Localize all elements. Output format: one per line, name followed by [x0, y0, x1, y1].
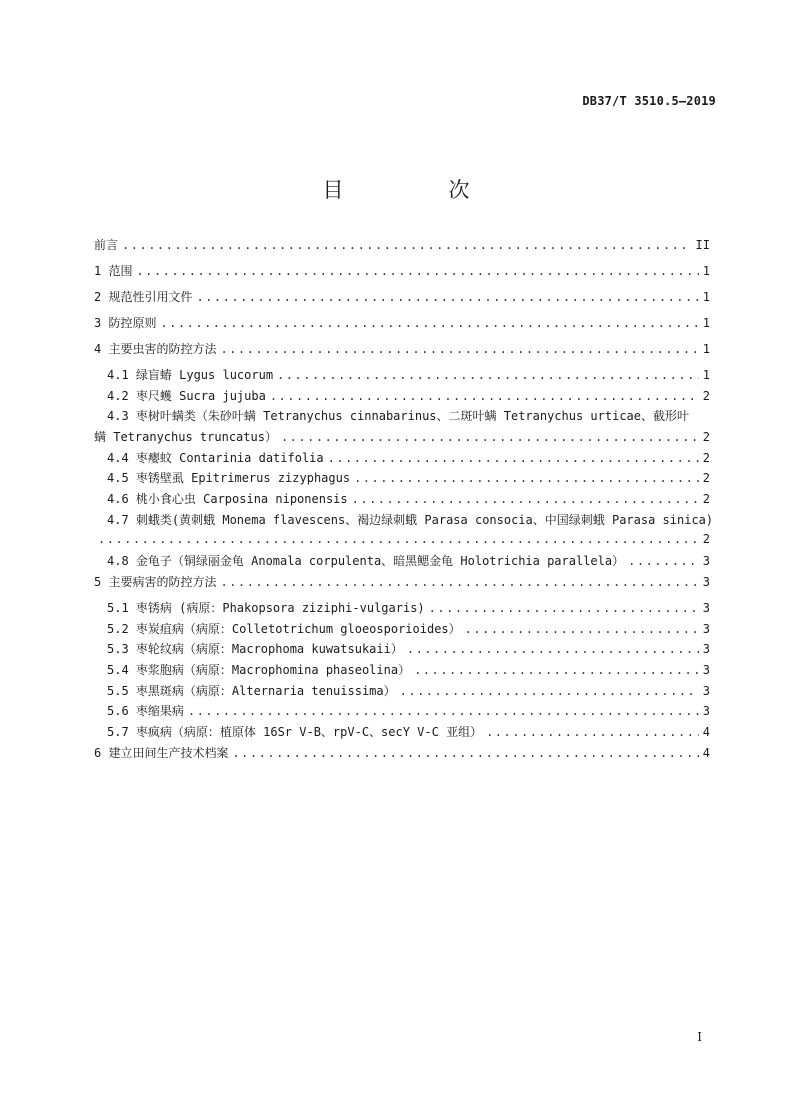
- toc-entry-s4-7-line1[interactable]: 4.7 刺蛾类(黄刺蛾 Monema flavescens、褐边绿刺蛾 Parasa consocia、中国绿刺蛾 Parasa sinica): [107, 512, 714, 527]
- leader-dots: [160, 316, 698, 330]
- leader-dots: [486, 725, 699, 739]
- toc-entry-label: 4.8 金龟子（铜绿丽金龟 Anomala corpulenta、暗黑鳃金龟 Holotrichia parallela）: [107, 554, 625, 569]
- toc-entry-s4-3[interactable]: [94, 428, 710, 444]
- leader-dots: [122, 238, 692, 252]
- toc-entry-label: 螨 Tetranychus truncatus）: [94, 430, 277, 445]
- toc-entry-s4-3-line1[interactable]: 4.3 枣树叶螨类（朱砂叶螨 Tetranychus cinnabarinus、二斑叶螨 Tetranychus urticae、截形叶: [107, 409, 690, 424]
- toc-entry-label: 4.2 枣尺蠖 Sucra jujuba: [107, 388, 266, 403]
- leader-dots: [352, 492, 699, 506]
- leader-dots: [277, 368, 699, 382]
- toc-entry-page: 3: [702, 574, 710, 589]
- leader-dots: [232, 746, 698, 760]
- toc-entry-s5-6[interactable]: [94, 702, 710, 718]
- leader-dots: [429, 601, 699, 615]
- leader-dots: [136, 264, 698, 278]
- toc-entry-label: 4 主要虫害的防控方法: [94, 342, 217, 356]
- toc-entry-page: 3: [702, 662, 710, 677]
- toc-entry-label: 5.5 枣黑斑病（病原：Alternaria tenuissima）: [107, 683, 396, 698]
- toc-entry-s1[interactable]: [94, 262, 710, 283]
- toc-entry-s5-4[interactable]: [94, 661, 710, 677]
- toc-entry-s5[interactable]: [94, 573, 710, 594]
- toc-entry-s4-1[interactable]: [94, 366, 710, 382]
- toc-entry-label: 1 范围: [94, 264, 133, 278]
- toc-entry-page: 1: [702, 264, 710, 278]
- toc-entry-page: 3: [702, 554, 710, 569]
- toc-entry-label: 前言: [94, 238, 119, 252]
- toc-entry-page: 1: [702, 290, 710, 304]
- leader-dots: [220, 575, 698, 589]
- leader-dots: [414, 663, 699, 677]
- toc-entry-label: 6 建立田间生产技术档案: [94, 745, 229, 760]
- toc-entry-page: 3: [702, 642, 710, 657]
- toc-entry-label: 5.1 枣锈病 (病原：Phakopsora ziziphi-vulgaris): [107, 600, 425, 615]
- toc-entry-s4-4[interactable]: [94, 449, 710, 465]
- toc-entry-page: 3: [702, 600, 710, 615]
- toc-entry-page: 3: [702, 704, 710, 719]
- toc-entry-label: 5.6 枣缩果病: [107, 704, 184, 719]
- toc-entry-s5-2[interactable]: [94, 620, 710, 636]
- toc-entry-s4-8[interactable]: [94, 552, 710, 568]
- page-folio: I: [697, 1030, 702, 1044]
- leader-dots: [196, 290, 698, 304]
- leader-dots: [281, 430, 699, 444]
- leader-dots: [354, 471, 699, 485]
- toc-entry-s5-3[interactable]: [94, 640, 710, 656]
- toc-entry-page: 2: [702, 531, 710, 546]
- toc-entry-s5-7[interactable]: [94, 723, 710, 739]
- toc-entry-s4-5[interactable]: [94, 469, 710, 485]
- toc-entry-page: 4: [702, 745, 710, 760]
- toc-entry-page: 2: [702, 450, 710, 465]
- toc-entry-s4-6[interactable]: [94, 490, 710, 506]
- toc-entry-page: 2: [702, 388, 710, 403]
- toc-entry-page: 2: [702, 430, 710, 445]
- leader-dots: [270, 389, 699, 403]
- toc-entry-page: 1: [702, 316, 710, 330]
- leader-dots: [188, 704, 699, 718]
- toc-entry-s4-7[interactable]: [94, 532, 710, 548]
- toc-entry-page: II: [695, 238, 710, 252]
- toc-entry-s6[interactable]: [94, 744, 710, 765]
- toc-entry-page: 2: [702, 471, 710, 486]
- table-of-contents: [94, 236, 714, 770]
- toc-entry-page: 1: [702, 342, 710, 356]
- toc-entry-preface[interactable]: [94, 236, 710, 257]
- toc-entry-label: 5.2 枣炭疽病（病原：Colletotrichum gloeosporioides）: [107, 621, 461, 636]
- toc-entry-page: 4: [702, 725, 710, 739]
- toc-entry-s5-1[interactable]: [94, 599, 710, 615]
- standard-code: DB37/T 3510.5—2019: [582, 94, 716, 108]
- toc-entry-s3[interactable]: [94, 314, 710, 335]
- leader-dots: [628, 554, 699, 568]
- toc-entry-page: 3: [702, 621, 710, 636]
- toc-entry-s5-5[interactable]: [94, 682, 710, 698]
- leader-dots: [328, 451, 699, 465]
- toc-entry-label: 4.6 桃小食心虫 Carposina niponensis: [107, 492, 348, 507]
- toc-entry-s4-2[interactable]: [94, 387, 710, 403]
- toc-entry-label: 5 主要病害的防控方法: [94, 574, 217, 589]
- toc-entry-label: 4.4 枣瘿蚊 Contarinia datifolia: [107, 450, 324, 465]
- toc-entry-page: 1: [702, 368, 710, 382]
- toc-entry-label: 2 规范性引用文件: [94, 290, 193, 304]
- leader-dots: [407, 642, 699, 656]
- toc-entry-label: 4.1 绿盲蝽 Lygus lucorum: [107, 368, 274, 382]
- toc-title: 目 次: [322, 178, 512, 202]
- toc-entry-s4[interactable]: [94, 340, 710, 361]
- toc-entry-label: 3 防控原则: [94, 316, 157, 330]
- toc-entry-label: 5.3 枣轮纹病（病原：Macrophoma kuwatsukaii）: [107, 642, 403, 657]
- toc-entry-page: 3: [702, 683, 710, 698]
- toc-entry-label: 4.5 枣锈壁虱 Epitrimerus zizyphagus: [107, 471, 351, 486]
- leader-dots: [400, 684, 699, 698]
- toc-entry-label: 5.4 枣浆胞病（病原：Macrophomina phaseolina）: [107, 662, 411, 677]
- leader-dots: [220, 342, 698, 356]
- toc-entry-s2[interactable]: [94, 288, 710, 309]
- leader-dots: [98, 532, 699, 546]
- leader-dots: [465, 622, 699, 636]
- toc-entry-label: 5.7 枣疯病（病原：植原体 16Sr V-B、rpV-C、secY V-C 亚组）: [107, 725, 483, 739]
- toc-entry-page: 2: [702, 492, 710, 507]
